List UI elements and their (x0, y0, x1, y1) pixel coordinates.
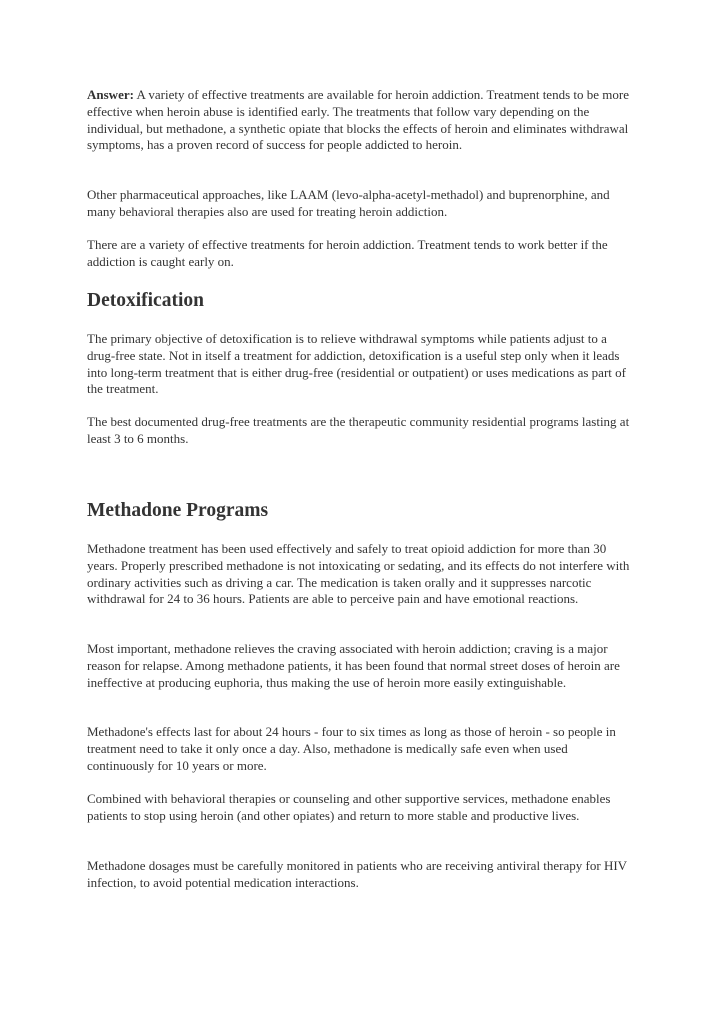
methadone-paragraph-dosages: Methadone dosages must be carefully monitored in patients who are receiving antiviral therapy for HIV infection, to avoid potential medication interactions. (87, 858, 627, 890)
detox-paragraph-drug-free: The best documented drug-free treatments are the therapeutic community residential programs lasting at least 3 to 6 months. (87, 414, 630, 446)
methadone-paragraph-behavioral: Combined with behavioral therapies or counseling and other supportive services, methadone enables patients to stop using heroin (and other opiates) and return to more stable and productive lives. (87, 791, 611, 823)
answer-text: A variety of effective treatments are available for heroin addiction. Treatment tends to be more effective when heroin abuse is identified early. The treatments that follow vary depending on the individual, but methadone, a synthetic opiate that blocks the effects of heroin and eliminates withdrawal symptoms, has a proven record of success for people addicted to heroin. (87, 87, 629, 153)
intro-paragraph-pharmaceutical: Other pharmaceutical approaches, like LAAM (levo-alpha-acetyl-methadol) and buprenorphine, and many behavioral therapies also are used for treating heroin addiction. (87, 187, 610, 219)
methadone-paragraph-craving: Most important, methadone relieves the craving associated with heroin addiction; craving is a major reason for relapse. Among methadone patients, it has been found that normal street doses of heroin are ineffective at producing euphoria, thus making the use of heroin more easily extinguishable. (87, 641, 620, 690)
methadone-paragraph-effects: Methadone's effects last for about 24 hours - four to six times as long as those of heroin - so people in treatment need to take it only once a day. Also, methadone is medically safe even when used continuously for 10 years or more. (87, 724, 616, 773)
section-heading-methadone: Methadone Programs (87, 500, 269, 521)
answer-paragraph (87, 87, 635, 154)
answer-label: Answer: (87, 87, 134, 102)
detox-paragraph-objective: The primary objective of detoxification is to relieve withdrawal symptoms while patients adjust to a drug-free state. Not in itself a treatment for addiction, detoxification is a useful step only when it leads into long-term treatment that is either drug-free (residential or outpatient) or uses medications as part of the treatment. (87, 331, 626, 397)
intro-paragraph-effective-treatments: There are a variety of effective treatments for heroin addiction. Treatment tends to work better if the addiction is caught early on. (87, 237, 608, 269)
methadone-paragraph-treatment: Methadone treatment has been used effectively and safely to treat opioid addiction for more than 30 years. Properly prescribed methadone is not intoxicating or sedating, and its effects do not interfere with ordinary activities such as driving a car. The medication is taken orally and it suppresses narcotic withdrawal for 24 to 36 hours. Patients are able to perceive pain and have emotional reactions. (87, 541, 630, 607)
section-heading-detoxification: Detoxification (87, 290, 204, 311)
